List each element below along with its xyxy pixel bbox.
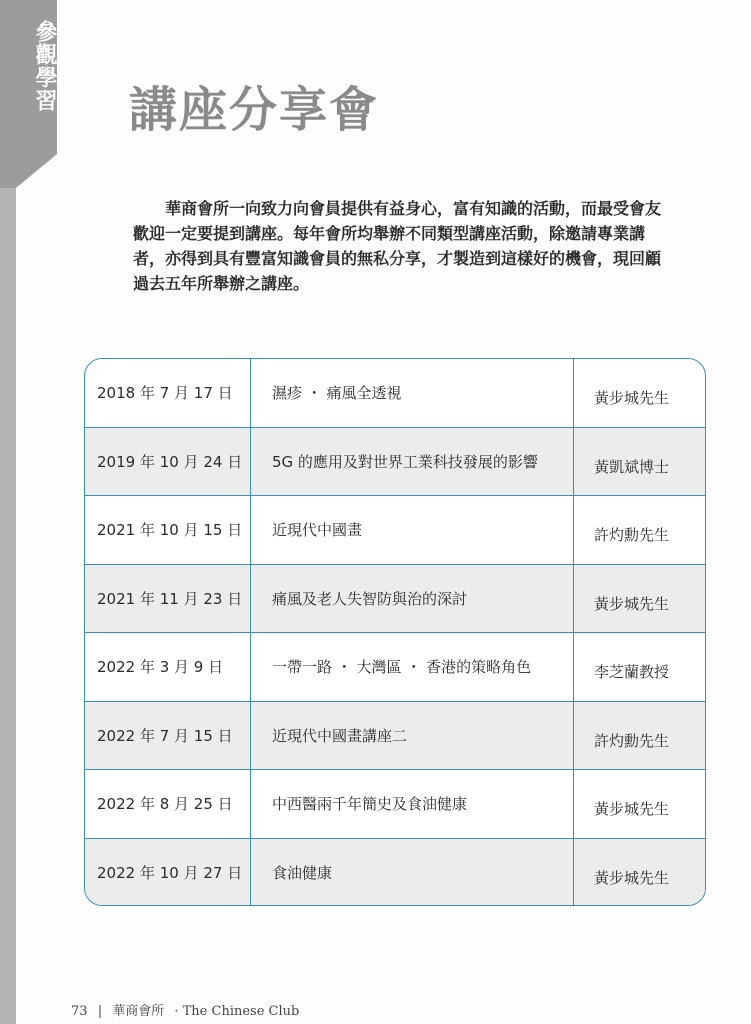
lecture-speaker: 黃步城先生 xyxy=(594,389,670,408)
table-row xyxy=(85,770,705,839)
lecture-date: 2019 年 10 月 24 日 xyxy=(85,428,251,496)
table-row xyxy=(85,702,705,771)
table-row xyxy=(85,633,705,702)
club-name-en: · The Chinese Club xyxy=(174,1004,300,1019)
lecture-speaker: 黃步城先生 xyxy=(594,869,670,888)
lecture-topic: 近現代中國畫 xyxy=(251,496,574,564)
lecture-topic: 5G 的應用及對世界工業科技發展的影響 xyxy=(251,428,574,496)
table-row xyxy=(85,359,705,428)
lecture-table xyxy=(84,358,706,906)
lecture-speaker: 許灼勳先生 xyxy=(594,731,670,750)
page-number: 73 xyxy=(71,1004,88,1019)
table-row xyxy=(85,565,705,634)
page-footer xyxy=(71,1000,305,1019)
lecture-topic: 中西醫兩千年簡史及食油健康 xyxy=(251,770,574,838)
intro-paragraph: 華商會所一向致力向會員提供有益身心，富有知識的活動，而最受會友歡迎一定要提到講座。每年會所均舉辦不同類型講座活動，除邀請專業講者，亦得到具有豐富知識會員的無私分享，才製造到這樣好的機會，現回顧過去五年所舉辦之講座。 xyxy=(133,199,662,293)
table-row xyxy=(85,428,705,497)
lecture-date: 2022 年 8 月 25 日 xyxy=(85,770,251,838)
lecture-topic: 一帶一路 ・ 大灣區 ・ 香港的策略角色 xyxy=(251,633,574,701)
table-row xyxy=(85,839,705,907)
club-name: 華商會所 xyxy=(112,1004,165,1019)
lecture-speaker: 李芝蘭教授 xyxy=(594,663,670,682)
section-tab-label: 參觀學習 xyxy=(32,20,57,112)
lecture-topic: 濕疹 ・ 痛風全透視 xyxy=(251,359,574,427)
lecture-date: 2018 年 7 月 17 日 xyxy=(85,359,251,427)
table-row xyxy=(85,496,705,565)
lecture-date: 2021 年 10 月 15 日 xyxy=(85,496,251,564)
lecture-speaker: 黃凱斌博士 xyxy=(594,457,670,476)
lecture-topic: 食油健康 xyxy=(251,839,574,907)
lecture-topic: 近現代中國畫講座二 xyxy=(251,702,574,770)
lecture-speaker: 許灼勳先生 xyxy=(594,526,670,545)
lecture-date: 2022 年 3 月 9 日 xyxy=(85,633,251,701)
lecture-date: 2021 年 11 月 23 日 xyxy=(85,565,251,633)
lecture-topic: 痛風及老人失智防與治的深討 xyxy=(251,565,574,633)
lecture-speaker: 黃步城先生 xyxy=(594,594,670,613)
page-title: 講座分享會 xyxy=(129,82,380,138)
lecture-date: 2022 年 7 月 15 日 xyxy=(85,702,251,770)
lecture-date: 2022 年 10 月 27 日 xyxy=(85,839,251,907)
lecture-speaker: 黃步城先生 xyxy=(594,800,670,819)
footer-separator: | xyxy=(97,1004,103,1019)
